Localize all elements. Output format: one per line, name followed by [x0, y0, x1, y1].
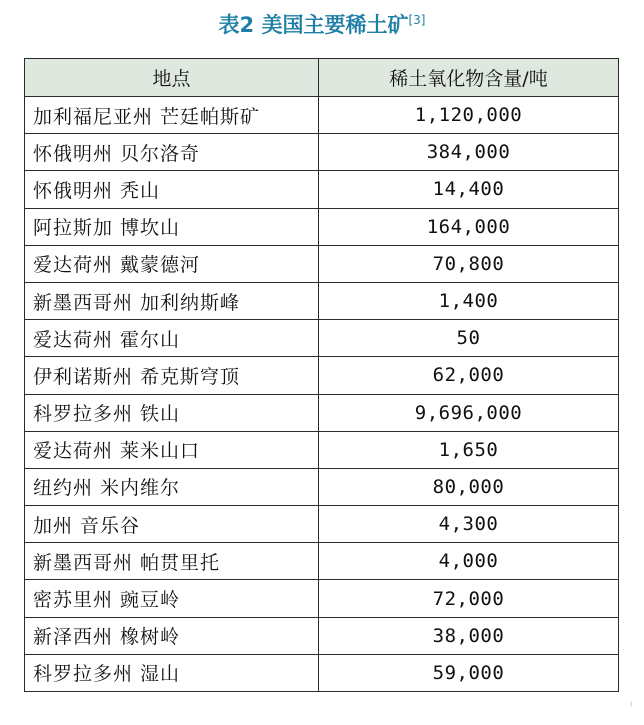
cell-amount: 62,000	[319, 357, 619, 394]
cell-location: 科罗拉多州 铁山	[25, 394, 319, 431]
cell-location: 爱达荷州 戴蒙德河	[25, 245, 319, 282]
table-row	[25, 431, 619, 468]
corner-mark-icon: ⁝	[630, 700, 633, 709]
cell-amount: 9,696,000	[319, 394, 619, 431]
cell-location: 科罗拉多州 湿山	[25, 654, 319, 691]
cell-amount: 1,650	[319, 431, 619, 468]
table-row	[25, 654, 619, 691]
cell-amount: 384,000	[319, 134, 619, 171]
table-row	[25, 357, 619, 394]
column-header-location: 地点	[25, 59, 319, 97]
cell-location: 新泽西州 橡树岭	[25, 617, 319, 654]
cell-amount: 72,000	[319, 580, 619, 617]
rare-earth-table	[24, 58, 619, 692]
cell-location: 阿拉斯加 博坎山	[25, 208, 319, 245]
cell-amount: 80,000	[319, 468, 619, 505]
cell-amount: 4,000	[319, 543, 619, 580]
table-row	[25, 171, 619, 208]
cell-location: 爱达荷州 莱米山口	[25, 431, 319, 468]
table-title-reference: [3]	[408, 13, 426, 27]
column-header-amount: 稀土氧化物含量/吨	[319, 59, 619, 97]
cell-amount: 14,400	[319, 171, 619, 208]
table-row	[25, 134, 619, 171]
cell-amount: 1,120,000	[319, 97, 619, 134]
table-row	[25, 97, 619, 134]
table-row	[25, 282, 619, 319]
table-row	[25, 543, 619, 580]
cell-amount: 70,800	[319, 245, 619, 282]
table-row	[25, 208, 619, 245]
table-row	[25, 320, 619, 357]
cell-amount: 50	[319, 320, 619, 357]
cell-location: 新墨西哥州 帕贯里托	[25, 543, 319, 580]
cell-location: 密苏里州 豌豆岭	[25, 580, 319, 617]
table-title	[0, 10, 644, 40]
cell-location: 新墨西哥州 加利纳斯峰	[25, 282, 319, 319]
cell-location: 爱达荷州 霍尔山	[25, 320, 319, 357]
cell-amount: 59,000	[319, 654, 619, 691]
table-header-row	[25, 59, 619, 97]
cell-amount: 4,300	[319, 506, 619, 543]
cell-amount: 38,000	[319, 617, 619, 654]
table-row	[25, 617, 619, 654]
cell-location: 伊利诺斯州 希克斯穹顶	[25, 357, 319, 394]
cell-location: 加利福尼亚州 芒廷帕斯矿	[25, 97, 319, 134]
table-row	[25, 394, 619, 431]
cell-location: 怀俄明州 秃山	[25, 171, 319, 208]
cell-location: 怀俄明州 贝尔洛奇	[25, 134, 319, 171]
cell-location: 加州 音乐谷	[25, 506, 319, 543]
table-row	[25, 245, 619, 282]
cell-location: 纽约州 米内维尔	[25, 468, 319, 505]
cell-amount: 164,000	[319, 208, 619, 245]
table-row	[25, 506, 619, 543]
table-row	[25, 468, 619, 505]
cell-amount: 1,400	[319, 282, 619, 319]
table-title-text: 表2 美国主要稀土矿	[218, 13, 409, 37]
table-row	[25, 580, 619, 617]
